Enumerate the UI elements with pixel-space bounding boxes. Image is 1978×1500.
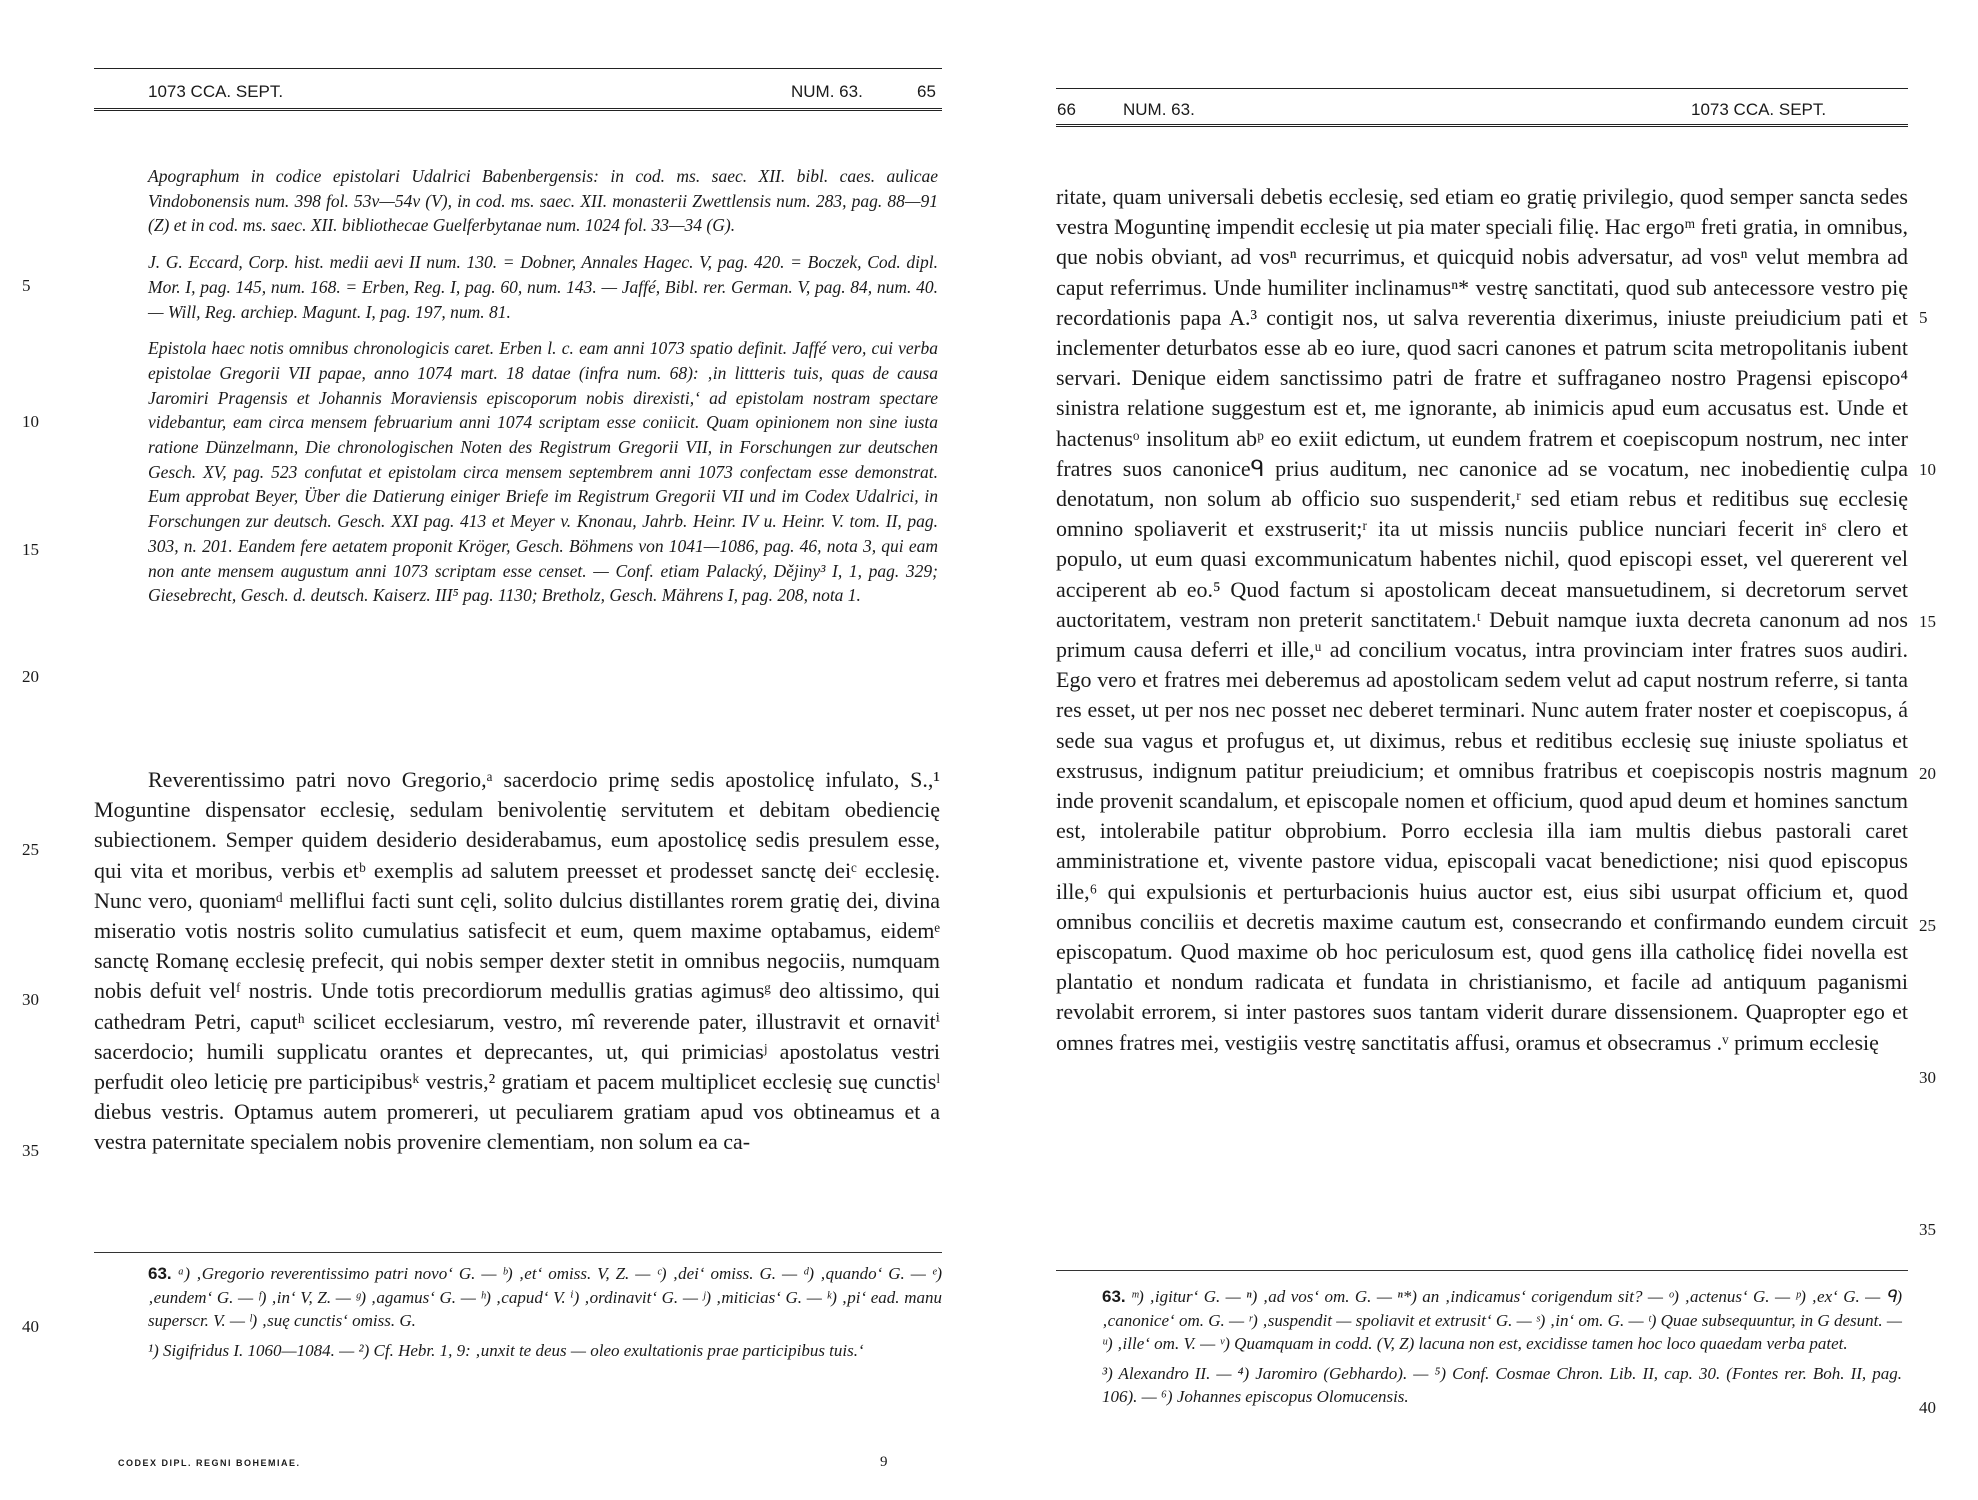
header-rule-bottom <box>94 108 942 111</box>
line-number: 15 <box>22 540 39 559</box>
variant-notes: ᵃ) ‚Gregorio reverentissimo patri novo‘ G. — ᵇ) ‚et‘ omiss. V, Z. — ᶜ) ‚dei‘ omiss. G. — ᵈ) ‚quando‘ G. — ᵉ) ‚eundem‘ G. — ᶠ) ‚in‘ V, Z. — ᵍ) ‚agamus‘ G. — ʰ) ‚capud‘ V. ⁱ) ‚ordinavit‘ G. — ʲ) ‚miticias‘ G. — ᵏ) ‚pi‘ ead. manu superscr. V. — ˡ) ‚suę cunctis‘ omiss. G. <box>148 1264 942 1330</box>
line-number: 35 <box>22 1141 39 1160</box>
footnote-number: 63. <box>148 1264 172 1283</box>
intro-apparatus <box>148 164 938 620</box>
source-notes: ¹) Sigifridus I. 1060—1084. — ²) Cf. Hebr. 1, 9: ‚unxit te deus — oleo exultationis prae participibus tuis.‘ <box>148 1340 864 1360</box>
letter-text: Reverentissimo patri novo Gregorio,ᵃ sacerdocio primę sedis apostolicę infulato, S.,¹ Moguntine dispensator ecclesię, sedulam benivolentię servitutem et debitam obediencię subiectionem. Semper quidem desiderio desiderabamus, eum apostolicę sedis presulem esse, qui vita et moribus, verbis etᵇ exemplis ad salutem preesset et prodesset sanctę deiᶜ ecclesię. Nunc vero, quoniamᵈ melliflui facti sunt cęli, solito dulcius distillantes rorem gratię dei, divina miseratio votis nostris solito cumulatius satisfecit et eum, quem maxime optabamus, eidemᵉ sanctę Romanę ecclesię prefecit, qui nobis semper dexter stetit in omnibus negociis, numquam nobis defuit velᶠ nostris. Unde totis precordiorum medullis gratias agimusᵍ deo altissimo, qui cathedram Petri, caputʰ scilicet ecclesiarum, vestro, mî reverende pater, illustravit et ornavitⁱ sacerdocio; humili supplicatu orantes et deprecantes, ut, qui primiciasʲ apostolatus vestri perfudit oleo leticię pre participibusᵏ vestris,² gratiam et pacem multiplicet ecclesię suę cunctisˡ diebus vestris. Optamus autem promereri, ut peculiarem gratiam apud vos obtineamus et a vestra paternitate specialem nobis provenire clementiam, non solum ea ca- <box>94 767 940 1155</box>
header-date: 1073 CCA. SEPT. <box>148 82 284 101</box>
line-number: 10 <box>22 412 39 431</box>
footnote-separator <box>1056 1270 1908 1271</box>
line-number: 20 <box>1919 764 1936 783</box>
footnote-separator <box>94 1252 942 1253</box>
intro-paragraph: Epistola haec notis omnibus chronologicis caret. Erben l. c. eam anni 1073 spatio definit. Jaffé vero, cui verba epistolae Gregorii VII papae, anno 1074 mart. 18 datae (infra num. 68): ‚in littteris tuis, quas de causa Jaromiri Pragensis et Johannis Moraviensis episcoporum nobis direxisti,‘ ad epistolam nostram spectare videbantur, eam circa mensem februarium anni 1074 scriptam esse coniicit. Quam opinionem non sine iusta ratione Dünzelmann, Die chronologischen Noten des Registrum Gregorii VII, in Forschungen zur deutschen Gesch. XV, pag. 523 confutat et epistolam circa mensem septembrem anni 1073 confectam esse demonstrat. Eum approbat Beyer, Über die Datierung einiger Briefe im Registrum Gregorii VII und im Codex Udalrici, in Forschungen zur deutsch. Gesch. XXI pag. 413 et Meyer v. Knonau, Jahrb. Heinr. IV u. Heinr. V. tom. II, pag. 303, n. 201. Eandem fere aetatem proponit Kröger, Gesch. Böhmens von 1041—1086, pag. 46, nota 3, qui eam non ante mensem augustum anni 1073 scriptam esse censet. — Conf. etiam Palacký, Dějiny³ I, 1, pag. 329; Giesebrecht, Gesch. d. deutsch. Kaiserz. III⁵ pag. 1130; Bretholz, Gesch. Mährens I, pag. 208, nota 1. <box>148 338 938 606</box>
line-number: 30 <box>22 990 39 1009</box>
line-number: 25 <box>1919 916 1936 935</box>
footnotes <box>148 1262 942 1368</box>
line-number: 25 <box>22 840 39 859</box>
line-number: 40 <box>22 1317 39 1336</box>
source-notes: ³) Alexandro II. — ⁴) Jaromiro (Gebhardo). — ⁵) Conf. Cosmae Chron. Lib. II, cap. 30. (Fontes rer. Boh. II, pag. 106). — ⁶) Johannes episcopus Olomucensis. <box>1102 1363 1902 1406</box>
letter-text: ritate, quam universali debetis ecclesię, sed etiam eo gratię privilegio, quod semper sancta sedes vestra Moguntinę impendit ecclesię ut pia mater speciali filię. Hac ergoᵐ freti gratia, in omnibus, que nobis obviant, ad vosⁿ recurrimus, et quicquid nobis adversatur, ad vosⁿ velut membra ad caput referrimus. Unde humiliter inclinamusⁿ* vestrę sanctitati, quod sub antecessore vestro pię recordationis papa A.³ contigit nos, ut salva reverentia dixerimus, iniuste preiudicium pati et inclementer deturbatos esse ab eo iure, quod sacri canones et patrum scita metropolitanis iubent servari. Denique eidem sanctissimo patri de fratre et suffraganeo nostro Pragensi episcopo⁴ sinistra relatione suggestum est et, me ignorante, ab inimicis apud eum accusatus est. Unde et hactenusᵒ insolitum abᵖ eo exiit edictum, ut eundem fratrem et coepiscopum nostrum, nec inter fratres suos canoniceᑫ prius auditum, nec canonice ad se vocatum, nec inobedientię culpa denotatum, non solum ab officio suo suspenderit,ʳ sed etiam rebus et reditibus suę ecclesię omnino spoliaverit et exstruserit;ʳ ita ut missis nunciis publice nunciari fecerit inˢ clero et populo, ut eum quasi excommunicatum habentes nichil, quod episcopi esset, vel quererent vel acciperent ab eo.⁵ Quod factum si apostolicam deceat mansuetudinem, si decretorum servet auctoritatem, vestram non preterit sanctitatem.ᵗ Debuit namque iuxta decreta canonum ad nos primum causa deferri et ille,ᵘ ad concilium vocatus, intra provinciam inter fratres suos audiri. Ego vero et fratres mei deberemus ad apostolicam sedem velut ad caput nostrum referre, si tanta res esset, ut per nos nec posset nec deberet terminari. Nunc autem frater noster et coepiscopus, á sede sua vagus et profugus et, ut diximus, rebus et reditibus ecclesię suę iniuste spoliatus et exstrusus, indignum patitur preiudicium; et omnibus fratribus et coepiscopis nostris magnum inde provenit scandalum, et episcopale nomen et officium, quod apud deum et homines sanctum est, intolerabile patitur obprobium. Porro ecclesia illa iam multis diebus pastorali caret amministratione et, vivente pastore vidua, episcopali vacat benedictione; nisi quod episcopus ille,⁶ qui expulsionis et perturbacionis huius auctor est, eius sibi usurpat officium et, quod omnibus conciliis et decretis maxime cautum est, consecrando et confirmando eundem circuit episcopatum. Quod maxime ob hoc periculosum est, quod gens illa catholicę fidei novella est plantatio et nondum radicata et fundata in christianismo, et facile ad antiquum paganismi revolabit errorem, si inter pastores suos tantam viderit durare dissensionem. Quapropter ego et omnes fratres mei, vestigiis vestrę sanctitatis affusi, oramus et obsecramus .ᵛ primum ecclesię <box>1056 184 1908 1055</box>
line-number: 15 <box>1919 612 1936 631</box>
right-page <box>989 0 1978 1500</box>
header-rule-bottom <box>1056 124 1908 127</box>
header-number: NUM. 63. <box>791 82 863 101</box>
header-date: 1073 CCA. SEPT. <box>1691 100 1827 119</box>
intro-paragraph: J. G. Eccard, Corp. hist. medii aevi II num. 130. = Dobner, Annales Hagec. V, pag. 420. = Boczek, Cod. dipl. Mor. I, pag. 145, num. 168. = Erben, Reg. I, pag. 60, num. 143. — Jaffé, Bibl. rer. German. V, pag. 84, num. 40. — Will, Reg. archiep. Magunt. I, pag. 197, num. 81. <box>148 252 938 322</box>
footnotes <box>1102 1285 1902 1415</box>
line-number: 5 <box>22 276 31 295</box>
line-number: 40 <box>1919 1398 1936 1417</box>
page-number: 65 <box>917 82 936 101</box>
page-number: 66 <box>1057 100 1076 119</box>
imprint-line: CODEX DIPL. REGNI BOHEMIAE. <box>118 1458 301 1468</box>
header-rule-top <box>1056 88 1908 89</box>
header-rule-top <box>94 68 942 69</box>
signature-mark: 9 <box>880 1454 888 1470</box>
variant-notes: ᵐ) ‚igitur‘ G. — ⁿ) ‚ad vos‘ om. G. — ⁿ*) an ‚indicamus‘ corigendum sit? — ᵒ) ‚actenus‘ G. — ᵖ) ‚ex‘ G. — ᑫ) ‚canonice‘ om. G. — ʳ) ‚suspendit — spoliavit et extrusit‘ G. — ˢ) ‚in‘ om. G. — ᵗ) Quae subsequuntur, in G desunt. — ᵘ) ‚ille‘ om. V. — ᵛ) Quamquam in codd. (V, Z) lacuna non est, excidisse tamen hoc loco quaedam verba patet. <box>1102 1287 1903 1353</box>
line-number: 35 <box>1919 1220 1936 1239</box>
intro-paragraph: Apographum in codice epistolari Udalrici Babenbergensis: in cod. ms. saec. XII. bibl. caes. aulicae Vindobonensis num. 398 fol. 53v—54v (V), in cod. ms. saec. XII. monasterii Zwettlensis num. 283, pag. 88—91 (Z) et in cod. ms. saec. XII. bibliothecae Guelferbytanae num. 1024 fol. 33—34 (G). <box>148 166 938 236</box>
line-number: 30 <box>1919 1068 1936 1087</box>
footnote-number: 63. <box>1102 1287 1126 1306</box>
line-number: 5 <box>1919 308 1928 327</box>
header-number: NUM. 63. <box>1123 100 1195 119</box>
line-number: 20 <box>22 667 39 686</box>
line-number: 10 <box>1919 460 1936 479</box>
